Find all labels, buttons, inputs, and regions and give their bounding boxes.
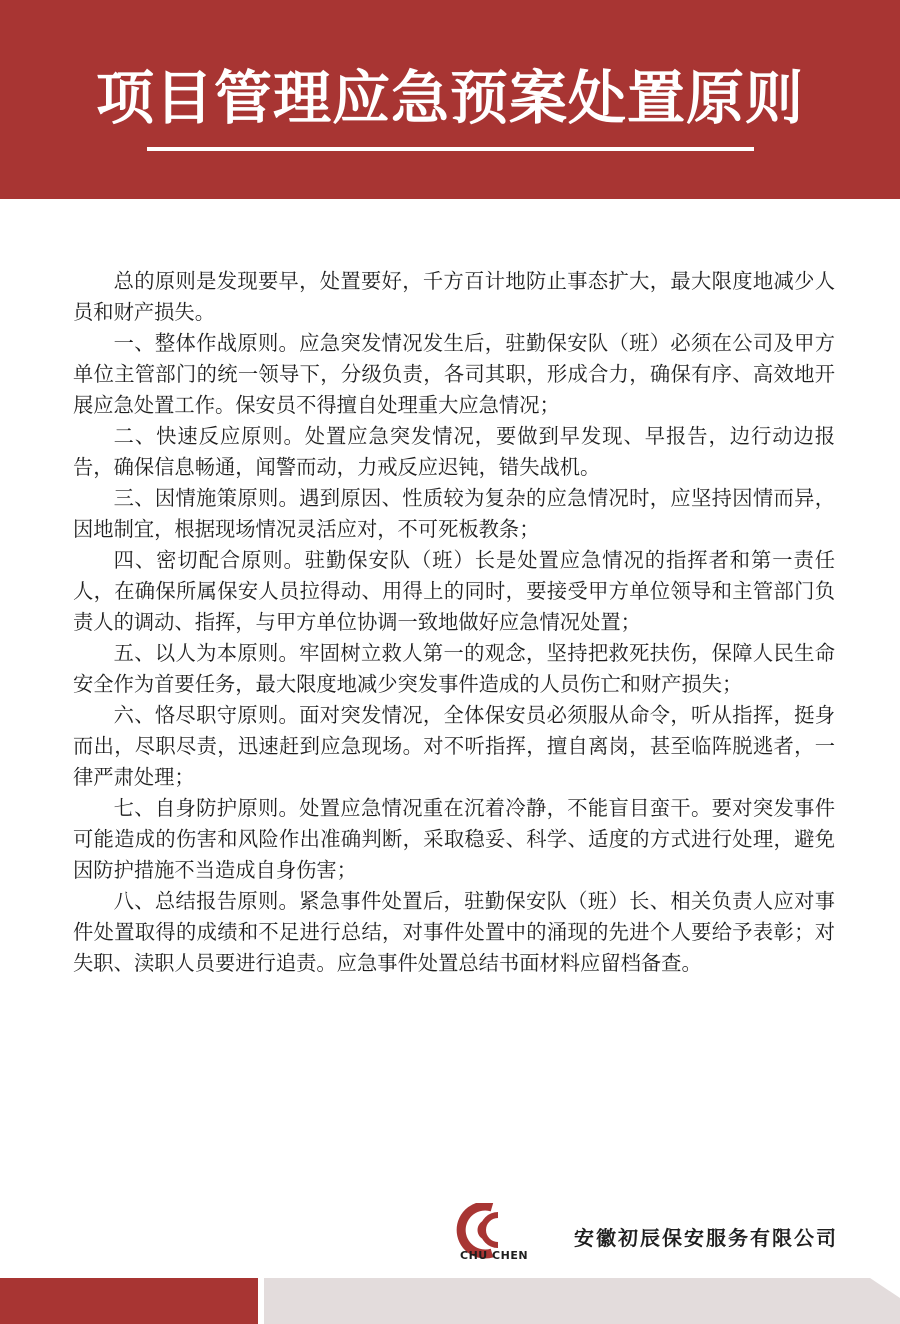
page-title: 项目管理应急预案处置原则 (95, 64, 804, 132)
bottom-decorative-band (0, 1278, 900, 1324)
paragraph-principle-3: 三、因情施策原则。遇到原因、性质较为复杂的应急情况时，应坚持因情而异，因地制宜，根据现场情况灵活应对，不可死板教条； (73, 486, 835, 541)
logo-text: CHU CHEN (460, 1249, 529, 1262)
title-underline (147, 147, 754, 151)
paragraph-principle-7: 七、自身防护原则。处置应急情况重在沉着冷静，不能盲目蛮干。要对突发事件可能造成的伤害和风险作出准确判断，采取稳妥、科学、适度的方式进行处理，避免因防护措施不当造成自身伤害； (73, 796, 835, 882)
paragraph-principle-6: 六、恪尽职守原则。面对突发情况，全体保安员必须服从命令，听从指挥，挺身而出，尽职尽责，迅速赶到应急现场。对不听指挥，擅自离岗，甚至临阵脱逃者，一律严肃处理； (73, 703, 835, 789)
paragraph-principle-5: 五、以人为本原则。牢固树立救人第一的观念，坚持把救死扶伤，保障人民生命安全作为首要任务，最大限度地减少突发事件造成的人员伤亡和财产损失； (73, 641, 835, 696)
company-name: 安徽初辰保安服务有限公司 (574, 1226, 838, 1250)
paragraph-principle-2: 二、快速反应原则。处置应急突发情况，要做到早发现、早报告，边行动边报告，确保信息畅通，闻警而动，力戒反应迟钝，错失战机。 (73, 424, 835, 479)
paragraph-principle-8: 八、总结报告原则。紧急事件处置后，驻勤保安队（班）长、相关负责人应对事件处置取得的成绩和不足进行总结，对事件处置中的涌现的先进个人要给予表彰；对失职、渎职人员要进行追责。应急事件处置总结书面材料应留档备查。 (73, 889, 835, 975)
paragraph-principle-1: 一、整体作战原则。应急突发情况发生后，驻勤保安队（班）必须在公司及甲方单位主管部门的统一领导下，分级负责，各司其职，形成合力，确保有序、高效地开展应急处置工作。保安员不得擅自处理重大应急情况； (73, 331, 835, 417)
paragraph-intro: 总的原则是发现要早，处置要好，千方百计地防止事态扩大，最大限度地减少人员和财产损失。 (73, 269, 835, 324)
principles-text (73, 266, 835, 979)
header-banner (0, 0, 900, 199)
paragraph-principle-4: 四、密切配合原则。驻勤保安队（班）长是处置应急情况的指挥者和第一责任人，在确保所属保安人员拉得动、用得上的同时，要接受甲方单位领导和主管部门负责人的调动、指挥，与甲方单位协调一致地做好应急情况处置； (73, 548, 835, 634)
